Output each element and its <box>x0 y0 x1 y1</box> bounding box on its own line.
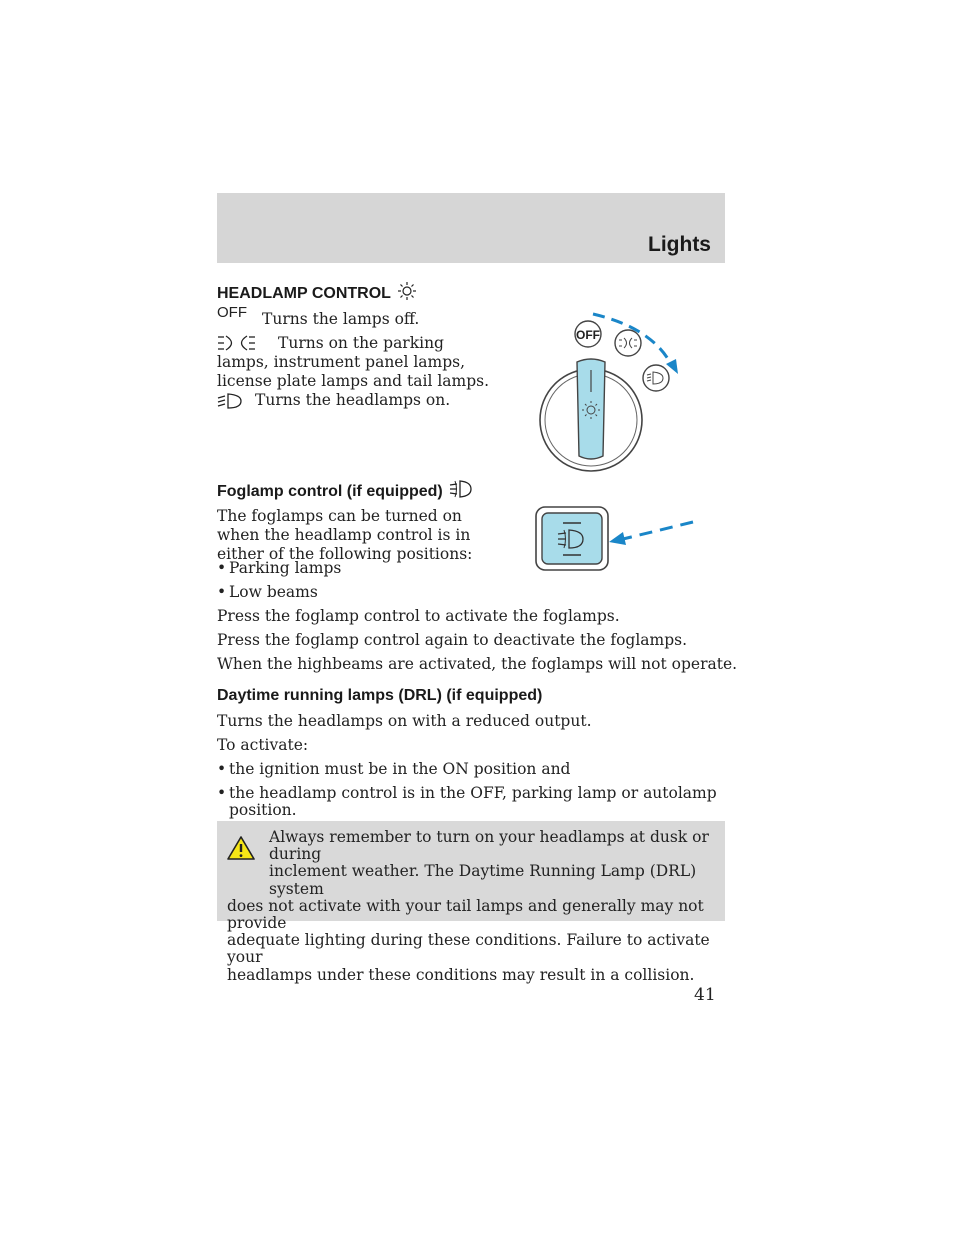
foglamp-icon <box>449 479 473 499</box>
low-beam-icon <box>217 391 245 411</box>
foglamp-paragraph-1: Press the foglamp control to activate the foglamps. <box>217 607 620 625</box>
warning-line-3: does not activate with your tail lamps and generally may not provide <box>227 896 704 933</box>
drl-paragraph-1: Turns the headlamps on with a reduced output. <box>217 712 592 730</box>
foglamp-heading-text: Foglamp control (if equipped) <box>217 483 443 500</box>
foglamp-intro-line3: either of the following positions: <box>217 545 473 563</box>
foglamp-heading <box>217 479 473 501</box>
parking-lamps-icon <box>217 333 265 353</box>
headlamp-heading <box>217 281 417 303</box>
foglamp-paragraph-2: Press the foglamp control again to deactivate the foglamps. <box>217 631 688 649</box>
foglamp-paragraph-3: When the highbeams are activated, the foglamps will not operate. <box>217 655 738 673</box>
headlamp-knob-illustration <box>535 300 695 500</box>
section-title: Lights <box>648 233 711 256</box>
headlamp-sun-icon <box>397 281 417 301</box>
headlamps-description: Turns the headlamps on. <box>255 391 451 409</box>
dial-off-label: OFF <box>576 328 600 342</box>
off-symbol-label: OFF <box>217 304 247 321</box>
parking-desc-line2: lamps, instrument panel lamps, <box>217 353 466 371</box>
parking-desc-line1: Turns on the parking <box>278 334 444 352</box>
headlamp-heading-text: HEADLAMP CONTROL <box>217 285 391 302</box>
drl-paragraph-2: To activate: <box>217 736 309 754</box>
foglamp-intro-line1: The foglamps can be turned on <box>217 507 462 525</box>
warning-line-4: adequate lighting during these conditions. Failure to activate your <box>227 931 710 967</box>
drl-bullet2-continuation: position. <box>229 801 297 819</box>
warning-line-2: inclement weather. The Daytime Running Lamp (DRL) system <box>269 862 697 898</box>
foglamp-intro-line2: when the headlamp control is in <box>217 526 471 544</box>
off-description: Turns the lamps off. <box>262 310 420 328</box>
parking-desc-line3: license plate lamps and tail lamps. <box>217 372 490 390</box>
warning-box <box>217 821 725 984</box>
warning-line-1: Always remember to turn on your headlamps at dusk or during <box>269 828 709 864</box>
section-header-band <box>217 193 725 263</box>
foglamp-switch-illustration <box>535 505 700 575</box>
warning-text <box>227 829 717 984</box>
warning-line-5: headlamps under these conditions may result in a collision. <box>227 965 695 984</box>
drl-heading: Daytime running lamps (DRL) (if equipped) <box>217 687 543 704</box>
page-number: 41 <box>694 985 716 1005</box>
